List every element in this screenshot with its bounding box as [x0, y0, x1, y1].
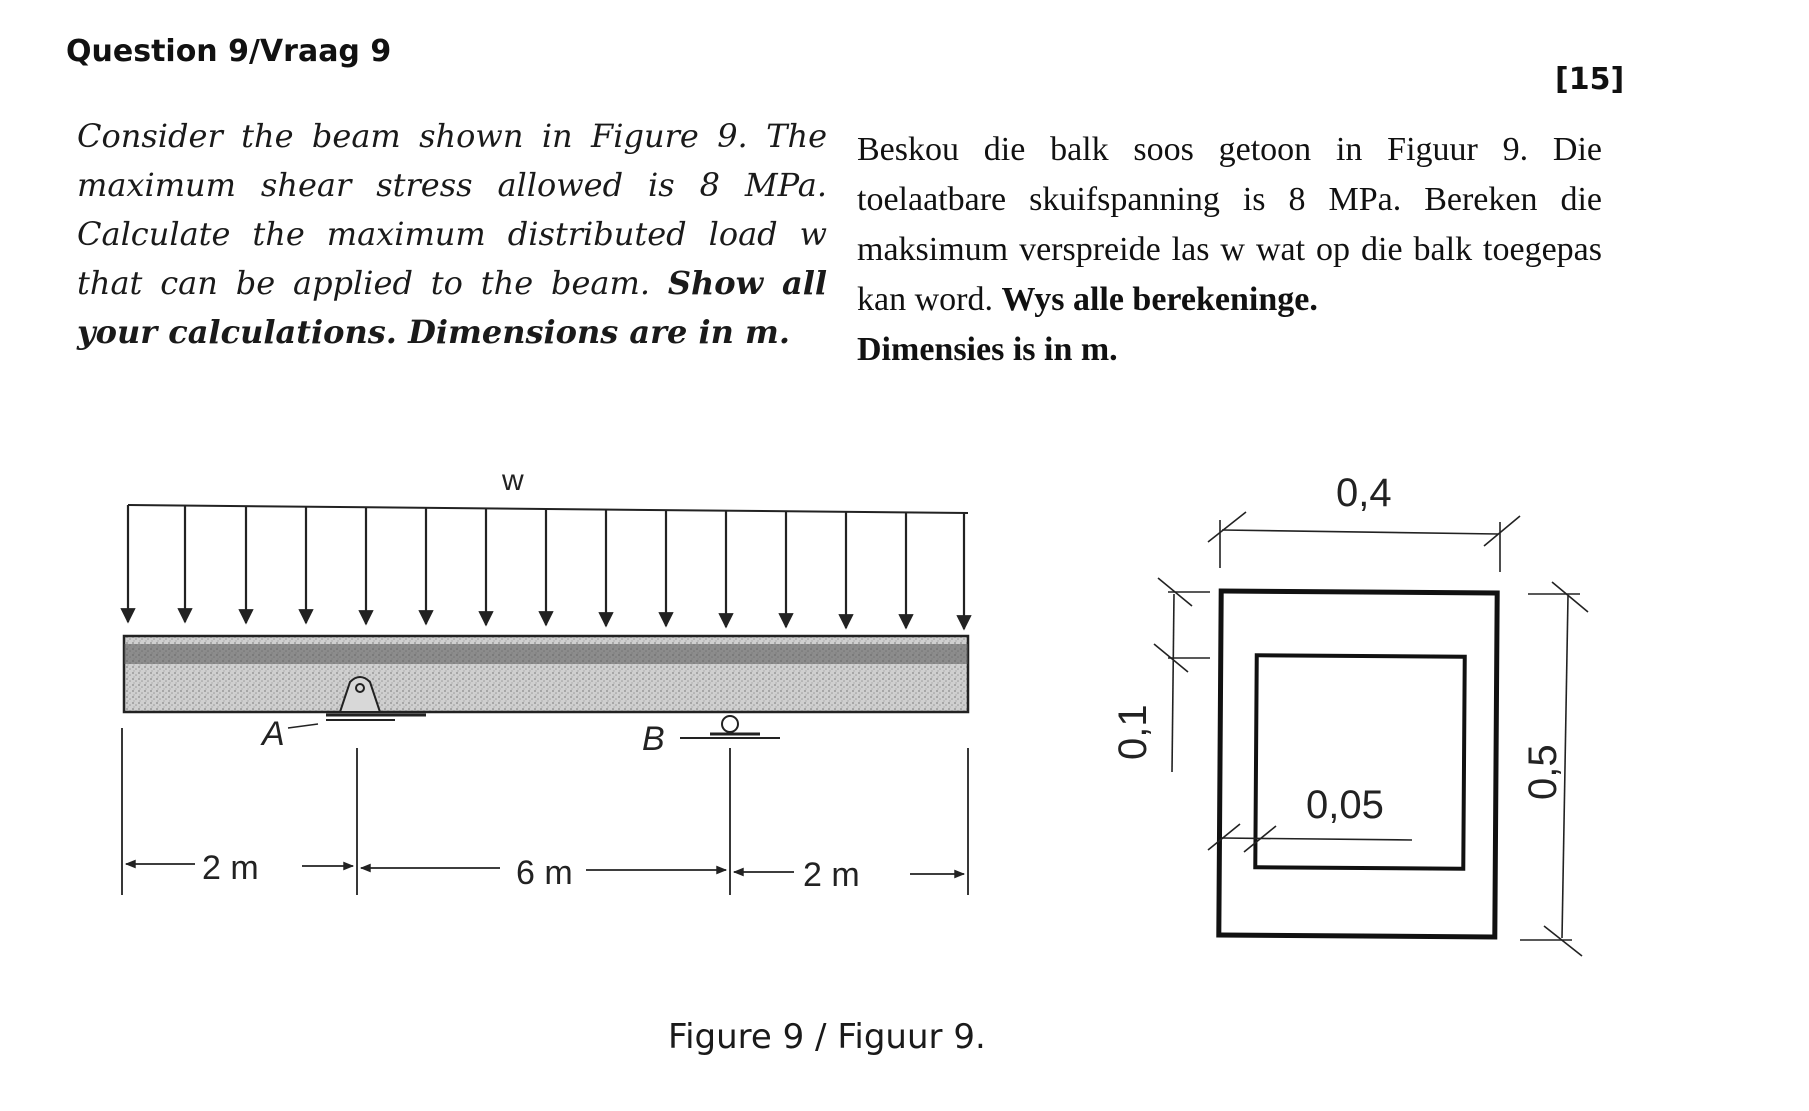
- box-section: [1219, 591, 1497, 937]
- support-b-label: B: [642, 720, 665, 758]
- support-b-roller: [642, 716, 780, 758]
- load-label: w: [502, 464, 524, 497]
- afrikaans-bold-instruction: Wys alle berekeninge.: [1001, 281, 1318, 318]
- distributed-load: [128, 464, 968, 629]
- english-body: Consider the beam shown in Figure 9. The maximum shear stress allowed is 8 MPa. Calculate the maximum distributed load w that can be applied to the beam.: [77, 117, 827, 302]
- question-title: Question 9/Vraag 9: [66, 34, 392, 69]
- section-wall-side-label: 0,05: [1306, 783, 1384, 827]
- afrikaans-bold-dimensions: Dimensies is in m.: [857, 331, 1118, 368]
- english-bold-instruction: Show all your calculations. Dimensions are in m.: [77, 264, 828, 351]
- section-wall-top-label: 0,1: [1111, 704, 1155, 760]
- dim-right-label: 2 m: [803, 856, 860, 894]
- marks-total: [15]: [1555, 62, 1625, 97]
- dim-left-label: 2 m: [202, 849, 259, 887]
- dim-mid-label: 6 m: [516, 854, 573, 892]
- section-width-label: 0,4: [1336, 471, 1392, 515]
- afrikaans-body: Beskou die balk soos getoon in Figuur 9. Die toelaatbare skuifspanning is 8 MPa. Bereken die maksimum verspreide las w wat op die balk toegepas kan word.: [857, 131, 1602, 318]
- beam: [124, 636, 968, 712]
- figure-caption: Figure 9 / Figuur 9.: [668, 1017, 986, 1057]
- section-height-label: 0,5: [1521, 744, 1565, 800]
- support-a-label: A: [262, 715, 285, 753]
